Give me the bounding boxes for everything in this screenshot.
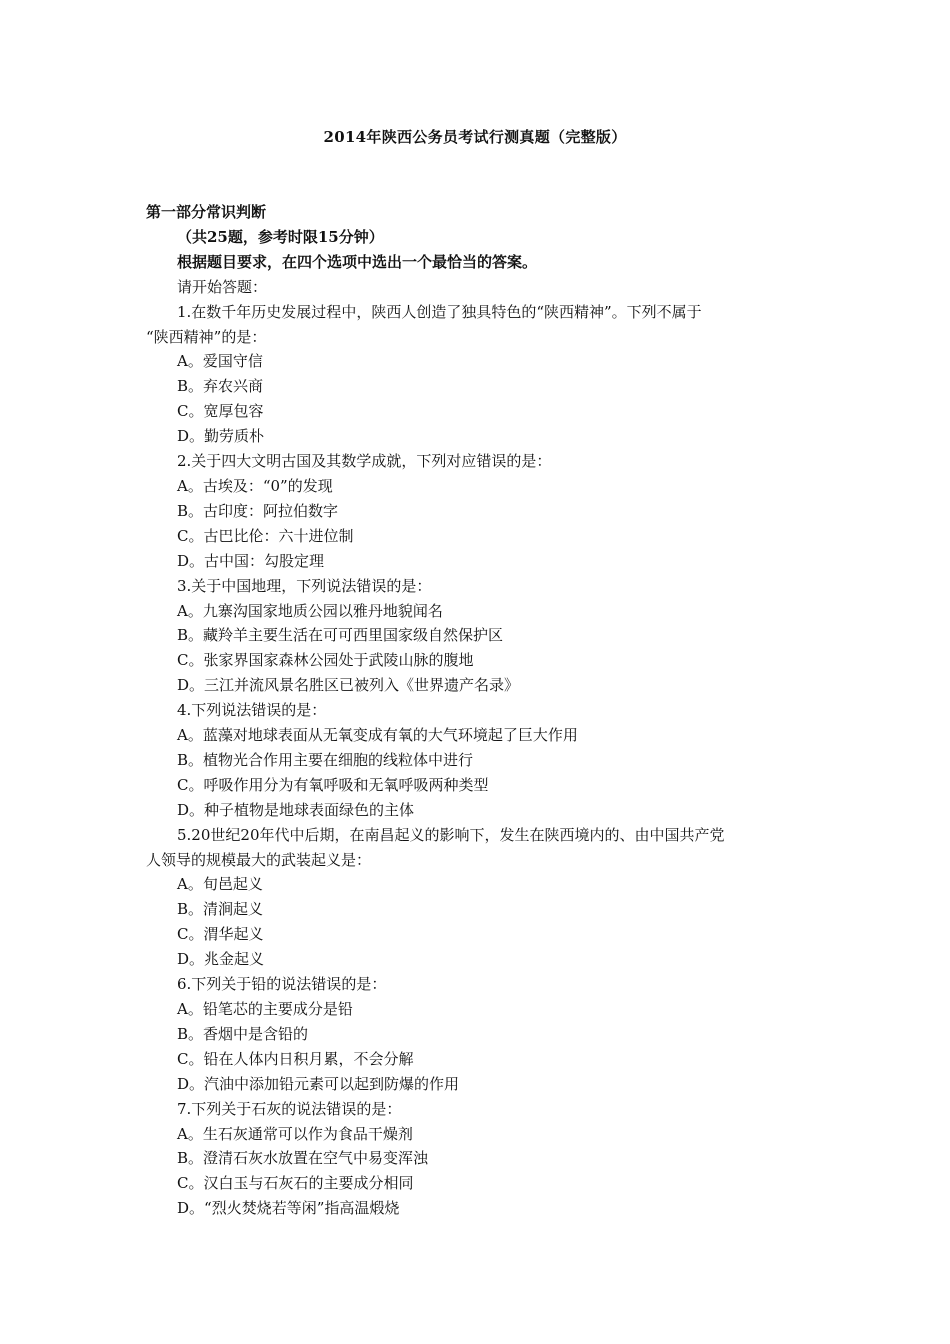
answer-option: A。铅笔芯的主要成分是铅 (177, 1000, 353, 1018)
section-instruction: 根据题目要求，在四个选项中选出一个最恰当的答案。 (177, 252, 538, 271)
answer-option: C。渭华起义 (177, 925, 264, 944)
answer-option: C。铅在人体内日积月累，不会分解 (177, 1049, 414, 1068)
answer-option: C。汉白玉与石灰石的主要成分相同 (177, 1174, 414, 1193)
answer-option: C。古巴比伦：六十进位制 (177, 526, 354, 545)
question-stem: 3.关于中国地理，下列说法错误的是： (177, 576, 432, 595)
answer-option: D。汽油中添加铅元素可以起到防爆的作用 (177, 1074, 460, 1093)
answer-option: D。兆金起义 (177, 950, 265, 969)
question-stem: 6.下列关于铅的说法错误的是： (177, 975, 387, 994)
answer-option: B。藏羚羊主要生活在可可西里国家级自然保护区 (177, 626, 504, 645)
answer-option: D。勤劳质朴 (177, 427, 265, 446)
question-stem: 7.下列关于石灰的说法错误的是： (177, 1099, 402, 1118)
question-stem-continuation: 人领导的规模最大的武装起义是： (146, 850, 372, 869)
answer-option: A。生石灰通常可以作为食品干燥剂 (177, 1124, 413, 1143)
answer-option: D。三江并流风景名胜区已被列入《世界遗产名录》 (177, 676, 520, 695)
question-stem: 4.下列说法错误的是： (177, 701, 327, 720)
answer-option: D。种子植物是地球表面绿色的主体 (177, 800, 415, 819)
start-prompt: 请开始答题： (177, 277, 268, 296)
question-stem: 5.20世纪20年代中后期，在南昌起义的影响下，发生在陕西境内的、由中国共产党 (177, 825, 725, 844)
answer-option: B。古印度：阿拉伯数字 (177, 501, 339, 520)
answer-option: B。弃农兴商 (177, 377, 264, 396)
answer-option: C。张家界国家森林公园处于武陵山脉的腹地 (177, 651, 474, 670)
question-stem: 1.在数千年历史发展过程中，陕西人创造了独具特色的“陕西精神”。下列不属于 (177, 302, 702, 321)
answer-option: A。古埃及：“0”的发现 (177, 476, 333, 495)
answer-option: D。“烈火焚烧若等闲”指高温煅烧 (177, 1199, 400, 1218)
question-stem-continuation: “陕西精神”的是： (146, 327, 267, 346)
answer-option: B。香烟中是含铅的 (177, 1024, 309, 1043)
answer-option: B。植物光合作用主要在细胞的线粒体中进行 (177, 750, 474, 769)
answer-option: A。爱国守信 (177, 352, 263, 371)
answer-option: A。旬邑起义 (177, 875, 263, 894)
answer-option: D。古中国：勾股定理 (177, 551, 325, 570)
section-meta: （共25题，参考时限15分钟） (177, 227, 384, 246)
answer-option: C。宽厚包容 (177, 402, 264, 421)
answer-option: C。呼吸作用分为有氧呼吸和无氧呼吸两种类型 (177, 775, 489, 794)
document-body (146, 200, 806, 1221)
answer-option: B。澄清石灰水放置在空气中易变浑浊 (177, 1149, 429, 1168)
answer-option: B。清涧起义 (177, 900, 264, 919)
section-heading: 第一部分常识判断 (146, 203, 267, 221)
answer-option: A。蓝藻对地球表面从无氧变成有氧的大气环境起了巨大作用 (177, 726, 578, 745)
document-title: 2014年陕西公务员考试行测真题（完整版） (323, 128, 627, 146)
question-stem: 2.关于四大文明古国及其数学成就，下列对应错误的是： (177, 452, 552, 471)
answer-option: A。九寨沟国家地质公园以雅丹地貌闻名 (177, 601, 443, 620)
